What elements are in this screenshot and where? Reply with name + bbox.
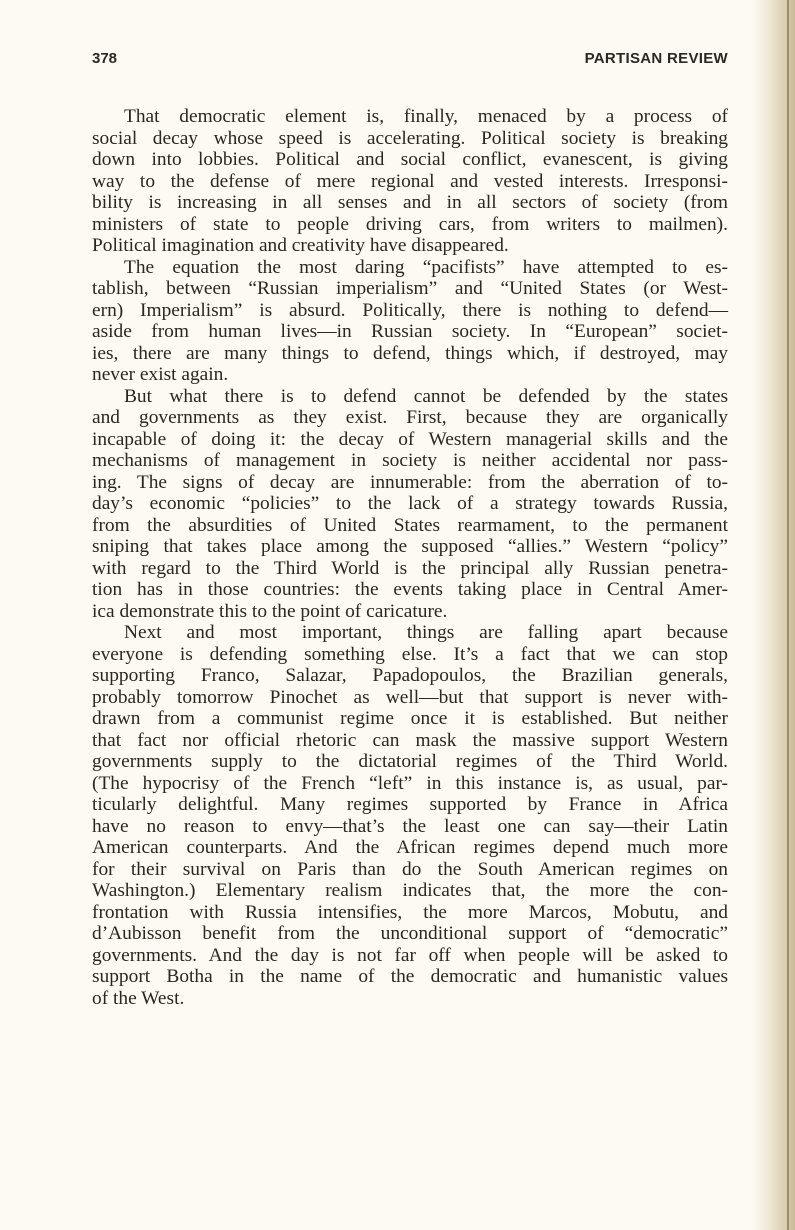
text-line: ies, there are many things to defend, things which, if destroyed, may [92, 342, 728, 364]
text-line: governments. And the day is not far off when people will be asked to [92, 944, 728, 966]
page-number: 378 [92, 50, 118, 67]
text-line: from the absurdities of United States rearmament, to the permanent [92, 514, 728, 536]
text-line: for their survival on Paris than do the South American regimes on [92, 858, 728, 880]
text-line: support Botha in the name of the democratic and humanistic values [92, 966, 728, 987]
text-line: of the West. [92, 987, 185, 1009]
text-line: supporting Franco, Salazar, Papadopoulos, the Brazilian generals, [92, 665, 728, 686]
text-line: d’Aubisson benefit from the unconditional support of “democratic” [92, 923, 728, 944]
text-line: ica demonstrate this to the point of caricature. [92, 600, 448, 622]
text-line: Political imagination and creativity have disappeared. [92, 235, 509, 256]
text-line: way to the defense of mere regional and vested interests. Irresponsi- [92, 170, 728, 192]
text-line: with regard to the Third World is the principal ally Russian penetra- [92, 557, 728, 579]
text-line: that fact nor official rhetoric can mask the massive support Western [92, 729, 728, 751]
text-line: sniping that takes place among the supposed “allies.” Western “policy” [92, 536, 728, 557]
paragraph [92, 257, 728, 386]
article-body [92, 106, 728, 1009]
text-line: incapable of doing it: the decay of Western managerial skills and the [92, 428, 728, 450]
text-line: drawn from a communist regime once it is established. But neither [92, 708, 728, 729]
text-line: ticularly delightful. Many regimes supported by France in Africa [92, 794, 728, 815]
text-line: and governments as they exist. First, because they are organically [92, 407, 728, 428]
text-line: have no reason to envy—that’s the least one can say—their Latin [92, 815, 728, 837]
text-line: aside from human lives—in Russian society. In “European” societ- [92, 321, 728, 342]
running-title: PARTISAN REVIEW [584, 50, 728, 67]
paragraph [92, 622, 728, 1009]
text-line: (The hypocrisy of the French “left” in this instance is, as usual, par- [92, 772, 728, 794]
text-line: tion has in those countries: the events taking place in Central Amer- [92, 579, 728, 600]
text-line: mechanisms of management in society is neither accidental nor pass- [92, 450, 728, 471]
text-line: social decay whose speed is accelerating. Political society is breaking [92, 127, 728, 149]
text-line: down into lobbies. Political and social conflict, evanescent, is giving [92, 149, 728, 170]
text-line: ern) Imperialism” is absurd. Politically, there is nothing to defend— [92, 299, 728, 321]
paragraph [92, 386, 728, 623]
page-header [92, 50, 728, 74]
text-line: governments supply to the dictatorial regimes of the Third World. [92, 751, 728, 772]
paragraph [92, 106, 728, 257]
text-line: ing. The signs of decay are innumerable: from the aberration of to- [92, 471, 728, 493]
text-line: Washington.) Elementary realism indicates that, the more the con- [92, 880, 728, 901]
text-line: frontation with Russia intensifies, the more Marcos, Mobutu, and [92, 901, 728, 923]
text-line: ministers of state to people driving cars, from writers to mailmen). [92, 213, 728, 235]
text-line: That democratic element is, finally, menaced by a process of [124, 106, 728, 127]
page-edge [787, 0, 789, 1230]
text-line: The equation the most daring “pacifists” have attempted to es- [124, 256, 728, 278]
text-line: Next and most important, things are falling apart because [124, 622, 728, 643]
text-line: never exist again. [92, 364, 229, 385]
text-line: tablish, between “Russian imperialism” and “United States (or West- [92, 278, 728, 299]
text-line: probably tomorrow Pinochet as well—but that support is never with- [92, 686, 728, 708]
text-line: But what there is to defend cannot be defended by the states [124, 385, 728, 407]
text-line: American counterparts. And the African regimes depend much more [92, 837, 728, 858]
text-line: everyone is defending something else. It’s a fact that we can stop [92, 643, 728, 665]
text-line: bility is increasing in all senses and in all sectors of society (from [92, 192, 728, 213]
text-line: day’s economic “policies” to the lack of a strategy towards Russia, [92, 493, 728, 514]
